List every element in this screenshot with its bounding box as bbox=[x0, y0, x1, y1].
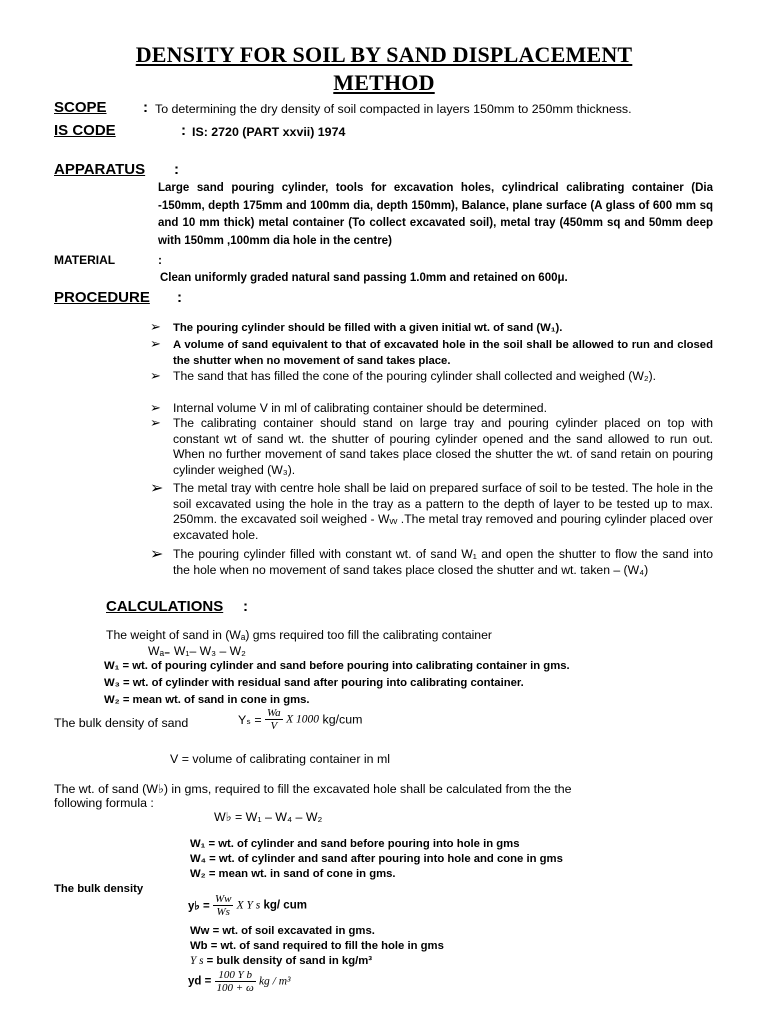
yb-formula bbox=[188, 893, 307, 918]
def-w2: W₂ = mean wt. of sand in cone in gms. bbox=[104, 694, 310, 706]
bulk-sand-fraction bbox=[265, 707, 283, 732]
scope-colon: : bbox=[143, 99, 148, 116]
wb-intro-line-2: following formula : bbox=[54, 796, 154, 810]
scope-label: SCOPE bbox=[54, 99, 107, 116]
bullet-arrow-icon: ➢ bbox=[150, 319, 161, 334]
def-w3: W₃ = wt. of cylinder with residual sand after pouring into calibrating container. bbox=[104, 677, 524, 689]
procedure-step: The sand that has filled the cone of the pouring cylinder shall collected and weighed (W₂). bbox=[173, 369, 657, 383]
yd-lhs: yd = bbox=[188, 975, 212, 988]
def2-w2: W₂ = mean wt. in sand of cone in gms. bbox=[190, 868, 396, 880]
material-colon: : bbox=[158, 253, 162, 267]
bullet-arrow-icon: ➢ bbox=[150, 415, 161, 430]
bullet-arrow-icon: ➢ bbox=[150, 336, 161, 351]
bullet-arrow-icon: ➢ bbox=[150, 368, 161, 383]
v-definition: V = volume of calibrating container in ml bbox=[170, 752, 391, 766]
is-code-colon: : bbox=[181, 122, 186, 139]
is-code-text: IS: 2720 (PART xxvii) 1974 bbox=[192, 125, 346, 139]
ys-symbol: Y s bbox=[190, 955, 204, 967]
procedure-label: PROCEDURE bbox=[54, 289, 150, 306]
bulk-sand-lhs: Yₛ = bbox=[238, 713, 262, 727]
procedure-step: The pouring cylinder should be filled with a given initial wt. of sand (W₁). bbox=[173, 322, 563, 334]
is-code-label: IS CODE bbox=[54, 122, 116, 139]
procedure-step: Internal volume V in ml of calibrating container should be determined. bbox=[173, 401, 547, 415]
bulk-density-label: The bulk density bbox=[54, 883, 144, 895]
page-title-line-1: DENSITY FOR SOIL BY SAND DISPLACEMENT bbox=[135, 42, 633, 67]
yb-fraction bbox=[213, 893, 234, 918]
def2-w4: W₄ = wt. of cylinder and sand after pouring into hole and cone in gms bbox=[190, 853, 563, 865]
def2-w1: W₁ = wt. of cylinder and sand before pouring into hole in gms bbox=[190, 838, 520, 850]
calculations-colon: : bbox=[243, 598, 248, 615]
bulk-sand-denominator: V bbox=[270, 720, 278, 732]
apparatus-colon: : bbox=[174, 161, 179, 178]
yd-formula bbox=[188, 969, 291, 994]
yd-denominator: 100 + ω bbox=[216, 982, 254, 994]
yb-unit: kg/ cum bbox=[263, 899, 307, 912]
scope-text: To determining the dry density of soil compacted in layers 150mm to 250mm thickness. bbox=[155, 102, 632, 116]
def-w1: W₁ = wt. of pouring cylinder and sand before pouring into calibrating container in gms. bbox=[104, 660, 570, 672]
wb-formula: W♭ = W₁ – W₄ – W₂ bbox=[214, 810, 323, 824]
procedure-step: The metal tray with centre hole shall be laid on prepared surface of soil to be tested. The hole in the soil excavated using the hole in the tray as a pattern to the depth of layer to be tested up to max. 250mm. the excavated soil weighed - Wᵥᵥ .The metal tray removed and pouring cylinder placed over excavated hole. bbox=[173, 481, 713, 542]
ww-definition: Ww = wt. of soil excavated in gms. bbox=[190, 925, 375, 937]
yb-lhs: y♭ = bbox=[188, 900, 210, 913]
apparatus-text: Large sand pouring cylinder, tools for excavation holes, cylindrical calibrating container (Dia -150mm, depth 175mm and 100mm dia, depth 150mm), Balance, plane surface (A glass of 600 mm sq and 10 mm thick) metal container (To collect excavated soil), metal tray (450mm sq and 50mm deep with 150mm ,100mm dia hole in the centre) bbox=[158, 182, 713, 247]
wa-formula: Wₐ₌ W₁– W₃ – W₂ bbox=[148, 644, 246, 658]
procedure-step: A volume of sand equivalent to that of excavated hole in the soil shall be allowed to run and closed the shutter when no movement of sand takes place. bbox=[173, 339, 713, 367]
yb-multiplier: X Y s bbox=[236, 899, 261, 912]
wb-definition: Wb = wt. of sand required to fill the hole in gms bbox=[190, 940, 444, 952]
bulk-sand-multiplier: X 1000 bbox=[286, 713, 320, 726]
material-label: MATERIAL bbox=[54, 253, 116, 267]
procedure-step: The calibrating container should stand on large tray and pouring cylinder placed on top with constant wt of sand wt. the shutter of pouring cylinder opened and the sand allowed to run out. When no further movement of sand takes place closed the shutter the wt. of sand retain on pouring cylinder weighed (W₃). bbox=[173, 416, 713, 477]
bullet-arrow-icon: ➢ bbox=[150, 480, 164, 497]
yd-unit: kg / m³ bbox=[258, 975, 291, 988]
wa-intro: The weight of sand in (Wₐ) gms required too fill the calibrating container bbox=[106, 628, 492, 642]
apparatus-label: APPARATUS bbox=[54, 161, 146, 178]
calculations-label: CALCULATIONS bbox=[106, 598, 224, 615]
bulk-sand-label: The bulk density of sand bbox=[54, 716, 189, 730]
bulk-sand-unit: kg/cum bbox=[322, 712, 363, 727]
ys-definition bbox=[190, 955, 372, 967]
page-title-line-2: METHOD bbox=[333, 70, 435, 95]
yd-fraction bbox=[215, 969, 256, 994]
bullet-arrow-icon: ➢ bbox=[150, 400, 161, 415]
yd-numerator: 100 Y b bbox=[215, 969, 256, 982]
bulk-sand-numerator: Wa bbox=[267, 707, 281, 719]
bulk-sand-formula bbox=[238, 707, 362, 732]
procedure-step: The pouring cylinder filled with constant wt. of sand W₁ and open the shutter to flow the sand into the hole when no movement of sand takes place closed the shutter and wt. taken – (W₄) bbox=[173, 547, 713, 577]
ys-definition-text: = bulk density of sand in kg/m³ bbox=[206, 955, 373, 967]
procedure-colon: : bbox=[177, 289, 182, 306]
wb-intro-line-1: The wt. of sand (W♭) in gms, required to fill the excavated hole shall be calculated from the the bbox=[54, 782, 572, 796]
yb-denominator: Ws bbox=[216, 906, 230, 918]
material-text: Clean uniformly graded natural sand passing 1.0mm and retained on 600μ. bbox=[160, 272, 568, 284]
bullet-arrow-icon: ➢ bbox=[150, 546, 164, 563]
yb-numerator: Ww bbox=[214, 893, 232, 905]
